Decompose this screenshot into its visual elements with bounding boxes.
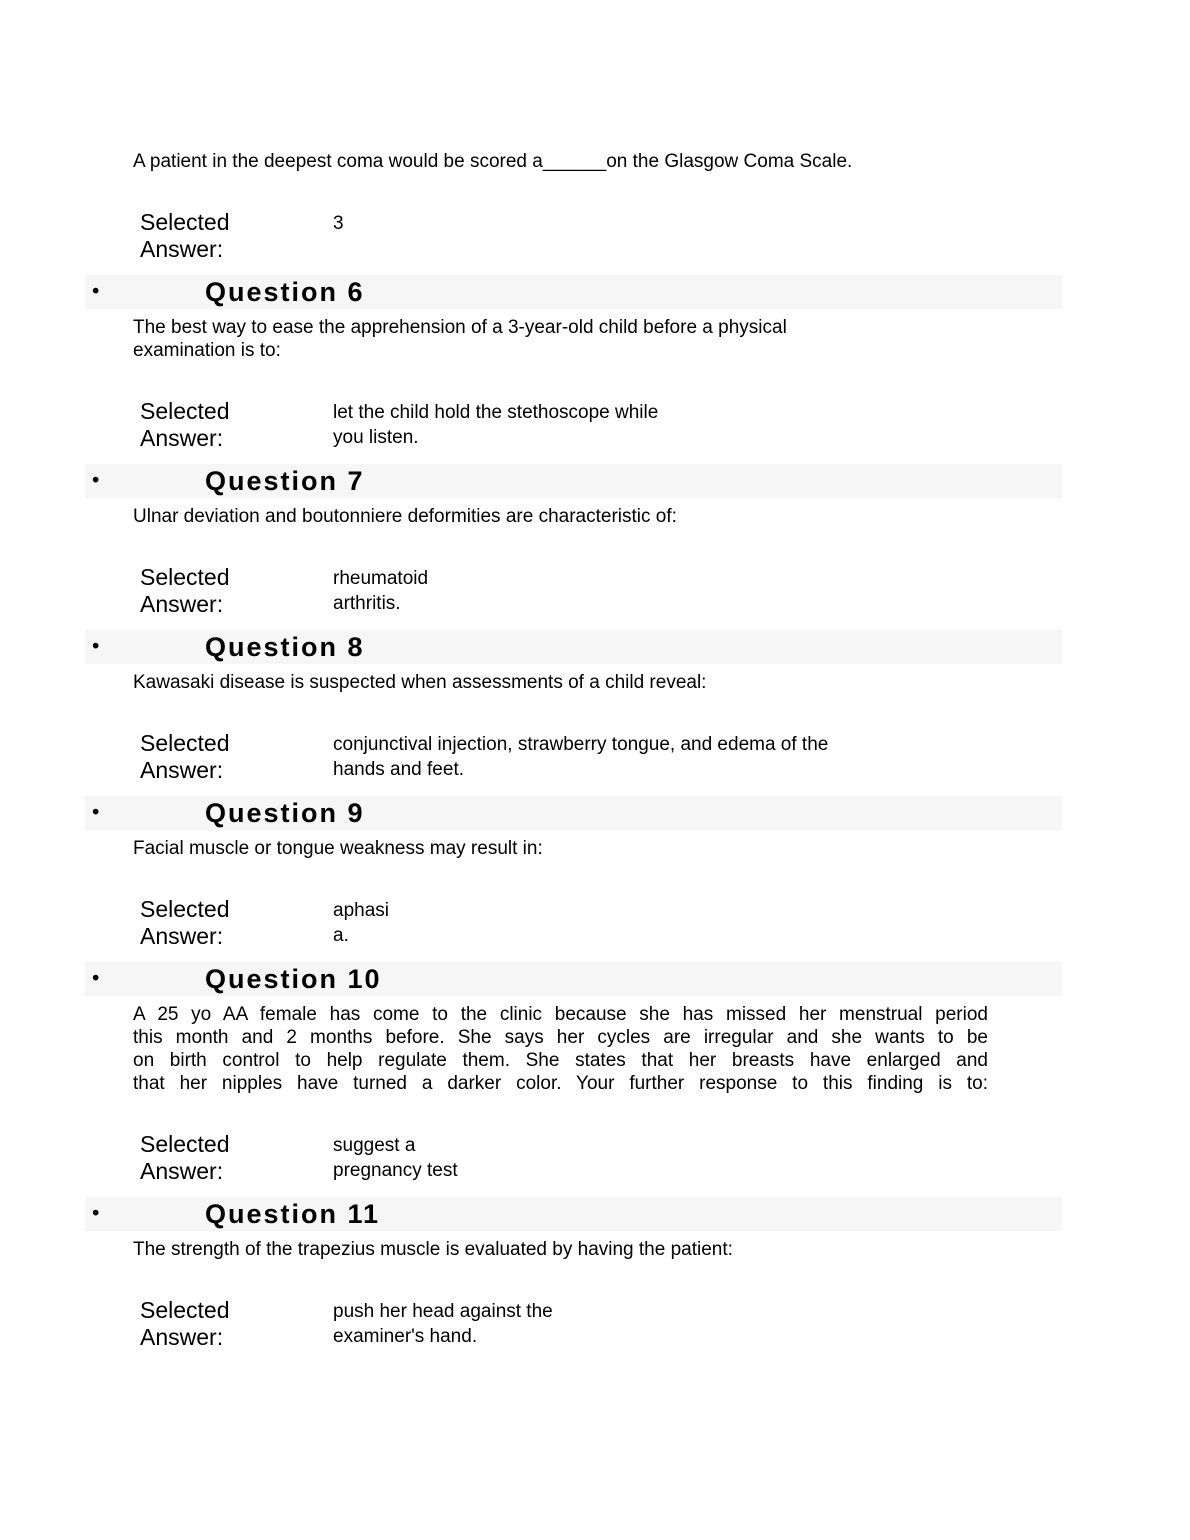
selected-answer-row [140, 1297, 1190, 1351]
question-text: Facial muscle or tongue weakness may result in: [133, 838, 543, 859]
question-header-bar [85, 1197, 1062, 1231]
question-header-bar [85, 275, 1062, 309]
selected-answer-label: Selected Answer: [140, 730, 230, 783]
selected-answer-value: let the child hold the stethoscope while you listen. [333, 402, 659, 448]
question-block [0, 275, 1190, 452]
question-text: The best way to ease the apprehension of a 3-year-old child before a physical examination is to: [133, 317, 787, 361]
question-title: Question 9 [205, 797, 365, 828]
question-text: The strength of the trapezius muscle is evaluated by having the patient: [133, 1239, 733, 1260]
question-block [0, 962, 1190, 1185]
question-title: Question 8 [205, 631, 365, 662]
selected-answer-value: suggest a pregnancy test [333, 1135, 458, 1181]
selected-answer-label: Selected Answer: [140, 209, 230, 262]
list-bullet-icon: • [92, 468, 100, 492]
question-text: A patient in the deepest coma would be scored a______on the Glasgow Coma Scale. [133, 151, 853, 172]
list-bullet-icon: • [92, 634, 100, 658]
question-header-bar [85, 630, 1062, 664]
question-title: Question 11 [205, 1198, 381, 1229]
selected-answer-row [140, 398, 1190, 452]
question-header-bar [85, 464, 1062, 498]
selected-answer-value: aphasi a. [333, 900, 389, 946]
list-bullet-icon: • [92, 966, 100, 990]
selected-answer-label: Selected Answer: [140, 1297, 230, 1350]
question-text: Kawasaki disease is suspected when assessments of a child reveal: [133, 672, 707, 693]
question-header-bar [85, 962, 1062, 996]
question-title: Question 10 [205, 963, 382, 994]
selected-answer-label: Selected Answer: [140, 398, 230, 451]
question-title: Question 7 [205, 465, 365, 496]
selected-answer-label: Selected Answer: [140, 564, 230, 617]
selected-answer-value: rheumatoid arthritis. [333, 568, 429, 614]
question-title: Question 6 [205, 276, 365, 307]
selected-answer-value: push her head against the examiner's hand. [333, 1301, 553, 1347]
selected-answer-row [140, 896, 1190, 950]
selected-answer-value: 3 [333, 213, 344, 234]
list-bullet-icon: • [92, 800, 100, 824]
list-bullet-icon: • [92, 279, 100, 303]
question-text: A 25 yo AA female has come to the clinic because she has missed her menstrual period this month and 2 months before. She says her cycles are irregular and she wants to be on birth control to help regulate them. She states that her breasts have enlarged and that her nipples have turned a darker color. Your further response to this finding is to: [133, 1004, 988, 1094]
selected-answer-row [140, 730, 1190, 784]
selected-answer-row [140, 564, 1190, 618]
selected-answer-row [140, 209, 1190, 263]
question-header-bar [85, 796, 1062, 830]
question-block [0, 150, 1190, 263]
selected-answer-label: Selected Answer: [140, 896, 230, 949]
selected-answer-value: conjunctival injection, strawberry tongue, and edema of the hands and feet. [333, 734, 829, 780]
selected-answer-label: Selected Answer: [140, 1131, 230, 1184]
list-bullet-icon: • [92, 1201, 100, 1225]
question-block [0, 1197, 1190, 1351]
question-block [0, 464, 1190, 618]
question-block [0, 630, 1190, 784]
question-block [0, 796, 1190, 950]
selected-answer-row [140, 1131, 1190, 1185]
question-text: Ulnar deviation and boutonniere deformities are characteristic of: [133, 506, 677, 527]
